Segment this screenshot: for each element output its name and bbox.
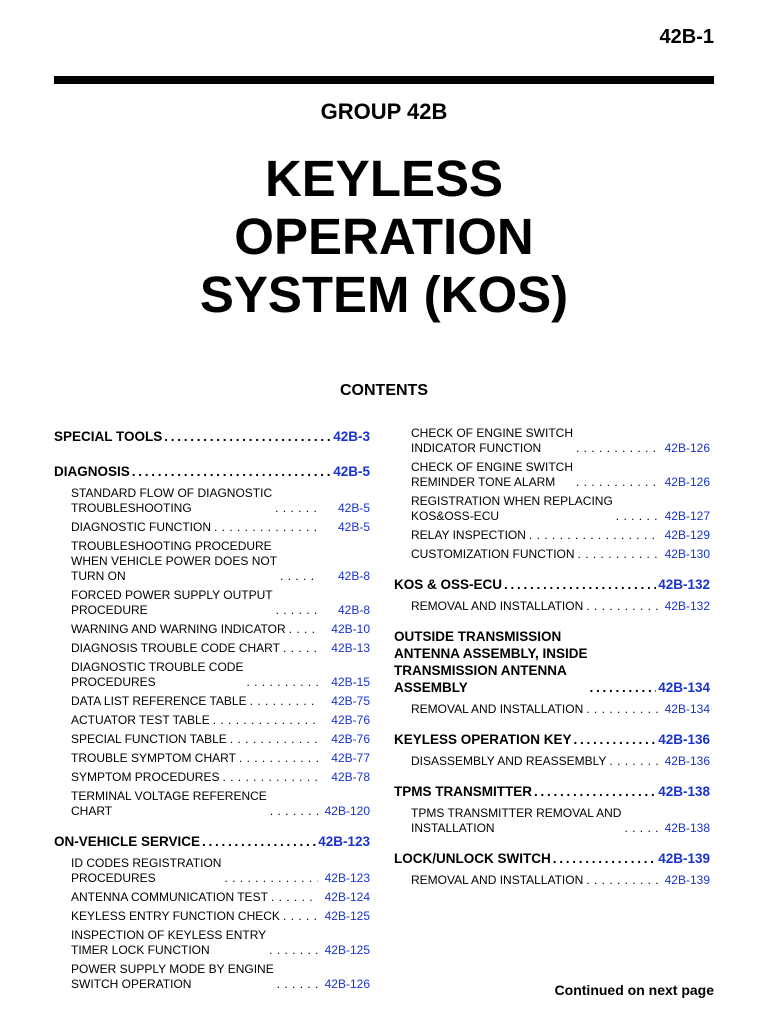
toc-item-label: RELAY INSPECTION (411, 528, 526, 542)
dot-leader (246, 675, 318, 690)
toc-page-link[interactable]: 42B-13 (331, 641, 370, 655)
toc-section-label: DIAGNOSIS (54, 464, 130, 479)
toc-section[interactable] (394, 576, 710, 593)
toc-item-label: FORCED POWER SUPPLY OUTPUT PROCEDURE (71, 588, 273, 617)
dot-leader (213, 713, 318, 728)
toc-section-label: LOCK/UNLOCK SWITCH (394, 851, 551, 866)
dot-leader (250, 694, 318, 709)
toc-section-label: SPECIAL TOOLS (54, 429, 163, 444)
toc-item-label: ACTUATOR TEST TABLE (71, 713, 210, 727)
title-line: OPERATION (234, 208, 534, 265)
continued-note: Continued on next page (554, 982, 714, 998)
dot-leader (271, 890, 318, 905)
toc-page-link[interactable]: 42B-5 (337, 501, 370, 515)
toc-item[interactable] (54, 660, 370, 690)
toc-section-label: ON-VEHICLE SERVICE (54, 834, 201, 849)
toc-page-link[interactable]: 42B-5 (337, 520, 370, 534)
toc-item-label: TROUBLESHOOTING PROCEDURE WHEN VEHICLE POWER DOES NOT TURN ON (71, 539, 278, 583)
toc-page-link[interactable]: 42B-125 (324, 909, 370, 923)
toc-item-label: POWER SUPPLY MODE BY ENGINE SWITCH OPERATION (71, 962, 274, 991)
toc-item-label: SPECIAL FUNCTION TABLE (71, 732, 227, 746)
dot-leader (269, 943, 318, 958)
toc-item[interactable] (54, 486, 370, 516)
toc-page-link[interactable]: 42B-126 (664, 441, 710, 455)
toc-page-link[interactable]: 42B-134 (664, 702, 710, 716)
toc-section-label: KOS & OSS-ECU (394, 577, 503, 592)
dot-leader (276, 603, 318, 618)
toc-page-link[interactable]: 42B-132 (664, 599, 710, 613)
toc-item[interactable] (54, 962, 370, 992)
toc-page-link[interactable]: 42B-76 (331, 713, 370, 727)
dot-leader (239, 751, 318, 766)
toc-item-label: WARNING AND WARNING INDICATOR (71, 622, 286, 636)
dot-leader (578, 547, 658, 562)
toc-item[interactable] (54, 751, 370, 766)
title-line: SYSTEM (KOS) (199, 266, 569, 323)
toc-item[interactable] (394, 547, 710, 562)
dot-leader (283, 909, 318, 924)
toc-section[interactable] (54, 833, 370, 850)
toc-item[interactable] (54, 928, 370, 958)
header-rule (54, 76, 714, 84)
toc-item-label: DISASSEMBLY AND REASSEMBLY (411, 754, 607, 768)
toc-item[interactable] (54, 713, 370, 728)
dot-leader (224, 871, 318, 886)
toc-item[interactable] (54, 789, 370, 819)
toc-item-label: INSPECTION OF KEYLESS ENTRY TIMER LOCK FUNCTION (71, 928, 267, 957)
dot-leader (214, 520, 318, 535)
toc-item-label: ANTENNA COMMUNICATION TEST (71, 890, 268, 904)
toc-page-link[interactable]: 42B-75 (331, 694, 370, 708)
dot-leader (132, 463, 331, 480)
dot-leader (586, 873, 658, 888)
toc-item-label: CHECK OF ENGINE SWITCH REMINDER TONE ALARM (411, 460, 574, 489)
toc-item[interactable] (394, 702, 710, 717)
dot-leader (504, 576, 656, 593)
toc-item-label: CHECK OF ENGINE SWITCH INDICATOR FUNCTION (411, 426, 574, 455)
toc-page-link[interactable]: 42B-129 (664, 528, 710, 542)
dot-leader (576, 475, 658, 490)
toc-item[interactable] (394, 460, 710, 490)
toc-page-link[interactable]: 42B-3 (333, 429, 370, 444)
dot-leader (574, 731, 657, 748)
toc-item[interactable] (54, 770, 370, 785)
toc-page-link[interactable]: 42B-8 (337, 603, 370, 617)
toc-page-link[interactable]: 42B-136 (664, 754, 710, 768)
toc-section[interactable] (54, 428, 370, 445)
toc-page-link[interactable]: 42B-125 (324, 943, 370, 957)
toc-item[interactable] (394, 426, 710, 456)
toc-page-link[interactable]: 42B-138 (664, 821, 710, 835)
toc-item-label: DIAGNOSTIC TROUBLE CODE PROCEDURES (71, 660, 244, 689)
toc-section[interactable] (394, 731, 710, 748)
toc-right-column (394, 426, 710, 892)
toc-item-label: REMOVAL AND INSTALLATION (411, 599, 584, 613)
dot-leader (586, 599, 658, 614)
dot-leader (270, 804, 318, 819)
toc-item-label: TROUBLE SYMPTOM CHART (71, 751, 236, 765)
dot-leader (529, 528, 658, 543)
toc-item-label: CUSTOMIZATION FUNCTION (411, 547, 575, 561)
toc-item[interactable] (54, 641, 370, 656)
toc-item[interactable] (54, 588, 370, 618)
toc-page-link[interactable]: 42B-126 (664, 475, 710, 489)
toc-page-link[interactable]: 42B-120 (324, 804, 370, 818)
toc-left-column (54, 428, 370, 996)
toc-section[interactable] (394, 628, 710, 696)
toc-item[interactable] (394, 806, 710, 836)
toc-section[interactable] (54, 463, 370, 480)
toc-item[interactable] (54, 694, 370, 709)
toc-section[interactable] (394, 783, 710, 800)
toc-item[interactable] (394, 528, 710, 543)
toc-page-link[interactable]: 42B-123 (318, 834, 370, 849)
toc-page-link[interactable]: 42B-77 (331, 751, 370, 765)
dot-leader (222, 770, 318, 785)
dot-leader (280, 569, 318, 584)
dot-leader (534, 783, 656, 800)
toc-page-link[interactable]: 42B-126 (324, 977, 370, 991)
toc-page-link[interactable]: 42B-5 (333, 464, 370, 479)
dot-leader (277, 977, 318, 992)
toc-item[interactable] (394, 494, 710, 524)
toc-page-link[interactable]: 42B-124 (324, 890, 370, 904)
toc-page-link[interactable]: 42B-130 (664, 547, 710, 561)
dot-leader (586, 702, 658, 717)
toc-page-link[interactable]: 42B-15 (331, 675, 370, 689)
dot-leader (275, 501, 318, 516)
toc-page-link[interactable]: 42B-76 (331, 732, 370, 746)
toc-item-label: DIAGNOSTIC FUNCTION (71, 520, 211, 534)
toc-item[interactable] (54, 890, 370, 905)
toc-page-link[interactable]: 42B-134 (658, 680, 710, 695)
dot-leader (553, 850, 656, 867)
dot-leader (164, 428, 331, 445)
toc-item-label: DATA LIST REFERENCE TABLE (71, 694, 247, 708)
toc-item-label: REMOVAL AND INSTALLATION (411, 702, 584, 716)
toc-section-label: OUTSIDE TRANSMISSION ANTENNA ASSEMBLY, INSIDE TRANSMISSION ANTENNA ASSEMBLY (394, 629, 588, 695)
toc-item[interactable] (54, 520, 370, 535)
toc-item[interactable] (394, 599, 710, 614)
toc-item-label: TERMINAL VOLTAGE REFERENCE CHART (71, 789, 267, 818)
dot-leader (590, 679, 657, 696)
toc-item-label: TPMS TRANSMITTER REMOVAL AND INSTALLATION (411, 806, 622, 835)
dot-leader (289, 622, 318, 637)
dot-leader (609, 754, 658, 769)
toc-item[interactable] (394, 873, 710, 888)
toc-page-link[interactable]: 42B-139 (658, 851, 710, 866)
contents-heading: CONTENTS (340, 382, 428, 399)
toc-item[interactable] (54, 539, 370, 584)
toc-page-link[interactable]: 42B-138 (658, 784, 710, 799)
document-title (0, 150, 768, 324)
toc-item[interactable] (54, 856, 370, 886)
toc-item-label: REGISTRATION WHEN REPLACING KOS&OSS-ECU (411, 494, 613, 523)
toc-item-label: KEYLESS ENTRY FUNCTION CHECK (71, 909, 280, 923)
toc-page-link[interactable]: 42B-78 (331, 770, 370, 784)
toc-item[interactable] (394, 754, 710, 769)
toc-page-link[interactable]: 42B-8 (337, 569, 370, 583)
group-heading: GROUP 42B (320, 99, 448, 124)
toc-section[interactable] (394, 850, 710, 867)
toc-page-link[interactable]: 42B-132 (658, 577, 710, 592)
page-number: 42B-1 (659, 26, 714, 48)
toc-item-label: REMOVAL AND INSTALLATION (411, 873, 584, 887)
toc-section-label: KEYLESS OPERATION KEY (394, 732, 572, 747)
toc-item-label: ID CODES REGISTRATION PROCEDURES (71, 856, 222, 885)
toc-page-link[interactable]: 42B-127 (664, 509, 710, 523)
toc-item[interactable] (54, 732, 370, 747)
toc-item-label: DIAGNOSIS TROUBLE CODE CHART (71, 641, 280, 655)
dot-leader (230, 732, 318, 747)
dot-leader (283, 641, 318, 656)
dot-leader (576, 441, 658, 456)
toc-page-link[interactable]: 42B-139 (664, 873, 710, 887)
toc-page-link[interactable]: 42B-136 (658, 732, 710, 747)
toc-page-link[interactable]: 42B-10 (331, 622, 370, 636)
toc-section-label: TPMS TRANSMITTER (394, 784, 532, 799)
toc-item-label: STANDARD FLOW OF DIAGNOSTIC TROUBLESHOOTING (71, 486, 273, 515)
dot-leader (616, 509, 658, 524)
title-line: KEYLESS (264, 150, 504, 207)
dot-leader (624, 821, 658, 836)
dot-leader (202, 833, 316, 850)
toc-item[interactable] (54, 622, 370, 637)
toc-item-label: SYMPTOM PROCEDURES (71, 770, 220, 784)
toc-page-link[interactable]: 42B-123 (324, 871, 370, 885)
toc-item[interactable] (54, 909, 370, 924)
